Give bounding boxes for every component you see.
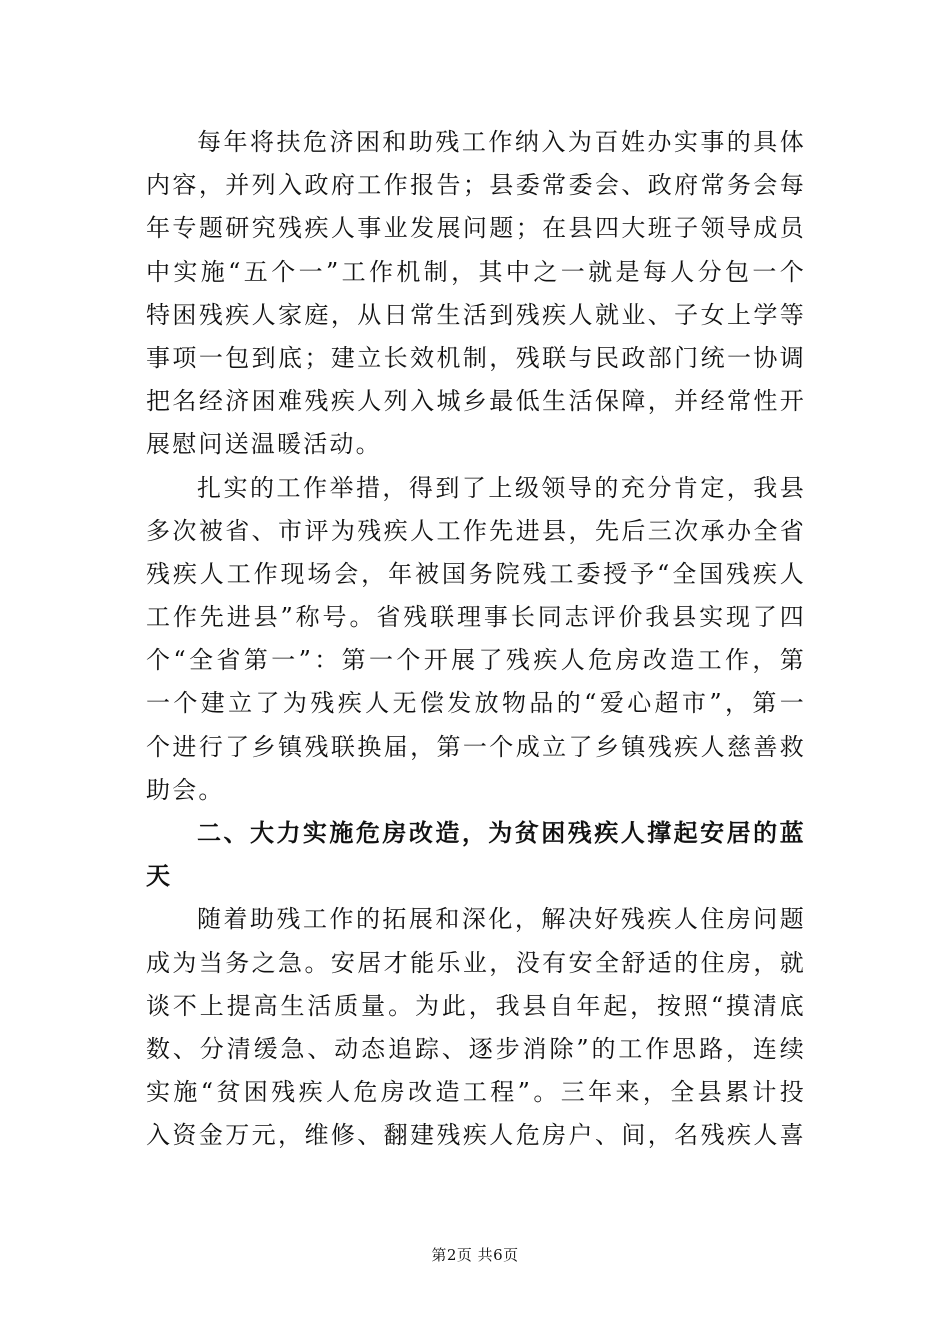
page-footer: 第2页 共6页 — [431, 1246, 519, 1264]
paragraph-1 — [146, 121, 806, 467]
text-line: 残疾人工作现场会，年被国务院残工委授予“全国残疾人 — [146, 559, 806, 588]
text-line: 把名经济困难残疾人列入城乡最低生活保障，并经常性开 — [146, 387, 806, 416]
text-line: 特困残疾人家庭，从日常生活到残疾人就业、子女上学等 — [146, 300, 806, 329]
text-line: 入资金万元，维修、翻建残疾人危房户、间，名残疾人喜 — [146, 1121, 806, 1150]
text-line: 数、分清缓急、动态追踪、逐步消除”的工作思路，连续 — [146, 1034, 806, 1063]
paragraph-2 — [146, 467, 806, 813]
text-line: 多次被省、市评为残疾人工作先进县，先后三次承办全省 — [146, 516, 806, 545]
heading-line: 天 — [146, 862, 173, 891]
text-line: 事项一包到底；建立长效机制，残联与民政部门统一协调 — [146, 343, 806, 372]
text-line: 年专题研究残疾人事业发展问题；在县四大班子领导成员 — [146, 214, 806, 243]
text-line: 一个建立了为残疾人无偿发放物品的“爱心超市”，第一 — [146, 689, 806, 718]
text-line: 展慰问送温暖活动。 — [146, 430, 382, 459]
text-line: 个进行了乡镇残联换届，第一个成立了乡镇残疾人慈善救 — [146, 732, 806, 761]
text-line: 成为当务之急。安居才能乐业，没有安全舒适的住房，就 — [146, 948, 806, 977]
text-line: 扎实的工作举措，得到了上级领导的充分肯定，我县 — [197, 473, 806, 502]
text-line: 助会。 — [146, 775, 225, 804]
text-line: 实施“贫困残疾人危房改造工程”。三年来，全县累计投 — [146, 1078, 806, 1107]
text-line: 工作先进县”称号。省残联理事长同志评价我县实现了四 — [146, 603, 806, 632]
text-line: 每年将扶危济困和助残工作纳入为百姓办实事的具体 — [197, 128, 806, 156]
paragraph-3 — [146, 898, 806, 1157]
text-line: 随着助残工作的拓展和深化，解决好残疾人住房问题 — [197, 905, 806, 934]
text-line: 个“全省第一”：第一个开展了残疾人危房改造工作，第 — [146, 646, 806, 675]
heading-line: 二、大力实施危房改造，为贫困残疾人撑起安居的蓝 — [197, 819, 806, 847]
text-line: 谈不上提高生活质量。为此，我县自年起，按照“摸清底 — [146, 991, 806, 1020]
section-heading — [146, 812, 806, 898]
text-line: 内容，并列入政府工作报告；县委常委会、政府常务会每 — [146, 171, 806, 200]
document-body — [146, 121, 806, 1158]
text-line: 中实施“五个一”工作机制，其中之一就是每人分包一个 — [146, 257, 806, 286]
